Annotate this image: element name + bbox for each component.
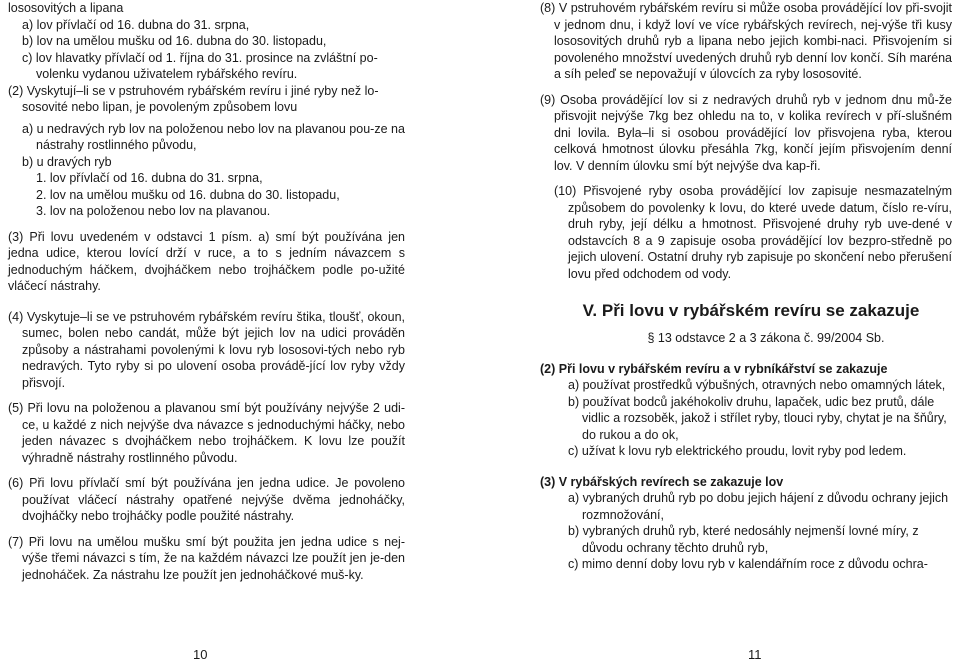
paragraph-2-b-item: 2. lov na umělou mušku od 16. dubna do 30. listopadu, [36,187,340,202]
subsection-2-c: c) užívat k lovu ryb elektrického proudu, lovit ryby pod ledem. [568,444,907,458]
subsection-2-b: b) používat bodců jakéhokoliv druhu, lapaček, udic bez prutů, dále vidlic a rozsoběk, jakož i střílet ryby, tlouci ryby, chytat je na šňůry, do rukou a do ok, [568,394,947,442]
right-column [540,0,952,573]
page-number-left: 10 [193,647,208,662]
list-item: c) lov hlavatky přívlačí od 1. října do 31. prosince na zvláštní po-volenku vydanou uživatelem rybářského revíru. [22,50,378,81]
paragraph-8: (8) V pstruhovém rybářském revíru si může osoba provádějící lov při-svojit v jednom dnu, i když loví ve více rybářských revírech, nej-výše tři kusy lososovitých druhů ryb a lipana nebo jejich kombi-naci. Přisvojením si povoleného množství uvedených druhů ryb denní lov končí. Síh maréna a síh peleď se nepovažují v úlovcích za ryby lososovité. [540,1,952,81]
subsection-3-b: b) vybraných druhů ryb, které nedosáhly nejmenší lovné míry, z důvodu ochrany těchto druhů ryb, [568,524,919,555]
subsection-3-c: c) mimo denní doby lovu ryb v kalendářním roce z důvodu ochra- [568,557,928,571]
subsection-2-a: a) používat prostředků výbušných, otravných nebo omamných látek, [568,378,946,392]
left-column [8,0,405,583]
paragraph-10: (10) Přisvojené ryby osoba provádějící lov zapisuje nesmazatelným způsobem do povolenky k lovu, do které uvede datum, číslo re-víru, druh ryby, její délku a hmotnost. Přisvojené druhy ryb uve-dené v odstavcích 8 a 9 zapisuje osoba provádějící lov bezpro-středně po jejich ulovení. Ostatní druhy ryb zapisuje po skončení nebo přerušení lovu před odchodem od vody. [554,184,952,281]
paragraph-6: (6) Při lovu přívlačí smí být používána jen jedna udice. Je povoleno používat vláčecí nástrahy opatřené nejvýše dvěma jednoháčky, dvojháčky nebo trojháčky podle použité nástrahy. [8,476,405,523]
list-item: a) lov přívlačí od 16. dubna do 31. srpna, [22,17,250,32]
paragraph-2-intro: (2) Vyskytují–li se v pstruhovém rybářském revíru i jiné ryby než lo-sosovité nebo lipan, je povoleným způsobem lovu [8,83,379,114]
paragraph-2-b-item: 1. lov přívlačí od 16. dubna do 31. srpna, [36,171,263,185]
text-line: lososovitých a lipana [8,1,124,15]
subsection-3-heading: (3) V rybářských revírech se zakazuje lov [540,474,784,489]
list-item: b) lov na umělou mušku od 16. dubna do 30. listopadu, [22,34,327,48]
section-reference: § 13 odstavce 2 a 3 zákona č. 99/2004 Sb. [647,331,885,345]
paragraph-5: (5) Při lovu na položenou a plavanou smí být používány nejvýše 2 udi-ce, u každé z nich nejvýše dva návazce s jednoduchými háčky, nebo jeden návazec s dvojháčkem nebo trojháčkem. K lovu lze použít výhradně nástrahy rostlinného původu. [8,401,405,465]
section-title: V. Při lovu v rybářském revíru se zakazuje [582,301,920,320]
page-number-right: 11 [748,647,762,662]
paragraph-4: (4) Vyskytuje–li se ve pstruhovém rybářském revíru štika, tloušť, okoun, sumec, bolen nebo candát, může být jejich lov na udici prováděn způsoby a nástrahami povolenými k lovu ryb lososovi-tých nebo ryb nedravých. Tyto ryby si po ulovení osoba provádě-jící lov ryby vždy přisvojí. [8,309,405,390]
paragraph-2-a: a) u nedravých ryb lov na položenou nebo lov na plavanou pou-ze na nástrahy rostlinného původu, [22,121,405,152]
subsection-3-a: a) vybraných druhů ryb po dobu jejich hájení z důvodu ochrany jejich rozmnožování, [568,491,949,522]
paragraph-2-b: b) u dravých ryb [22,154,112,169]
paragraph-3: (3) Při lovu uvedeném v odstavci 1 písm. a) smí být používána jen jedna udice, kterou lovící drží v ruce, a to s jedním návazcem s jednoduchým háčkem, dvojháčkem nebo trojháčkem podle po-užité vláčecí nástrahy. [8,229,405,293]
subsection-2-heading: (2) Při lovu v rybářském revíru a v rybníkářství se zakazuje [540,361,888,376]
paragraph-2-b-item: 3. lov na položenou nebo lov na plavanou. [36,204,271,218]
paragraph-7: (7) Při lovu na umělou mušku smí být použita jen jedna udice s nej-výše třemi návazci s tím, že na každém návazci lze použít jen je-den jednoháček. Za nástrahu lze použít jen jednoháčkové muš-ky. [8,534,405,582]
paragraph-9: (9) Osoba provádějící lov si z nedravých druhů ryb v jednom dnu mů-že přisvojit nejvýše 7kg bez ohledu na to, v kolika revírech v pří-slušném dni lovila. Byla–li si osobou provádějící lov přisvojena ryba, kterou celková hmotnost úlovku přesáhla 7kg, končí jejím přisvojením denní lov. V denním úlovku smí být nejvýše dva kap-ři. [540,92,952,173]
